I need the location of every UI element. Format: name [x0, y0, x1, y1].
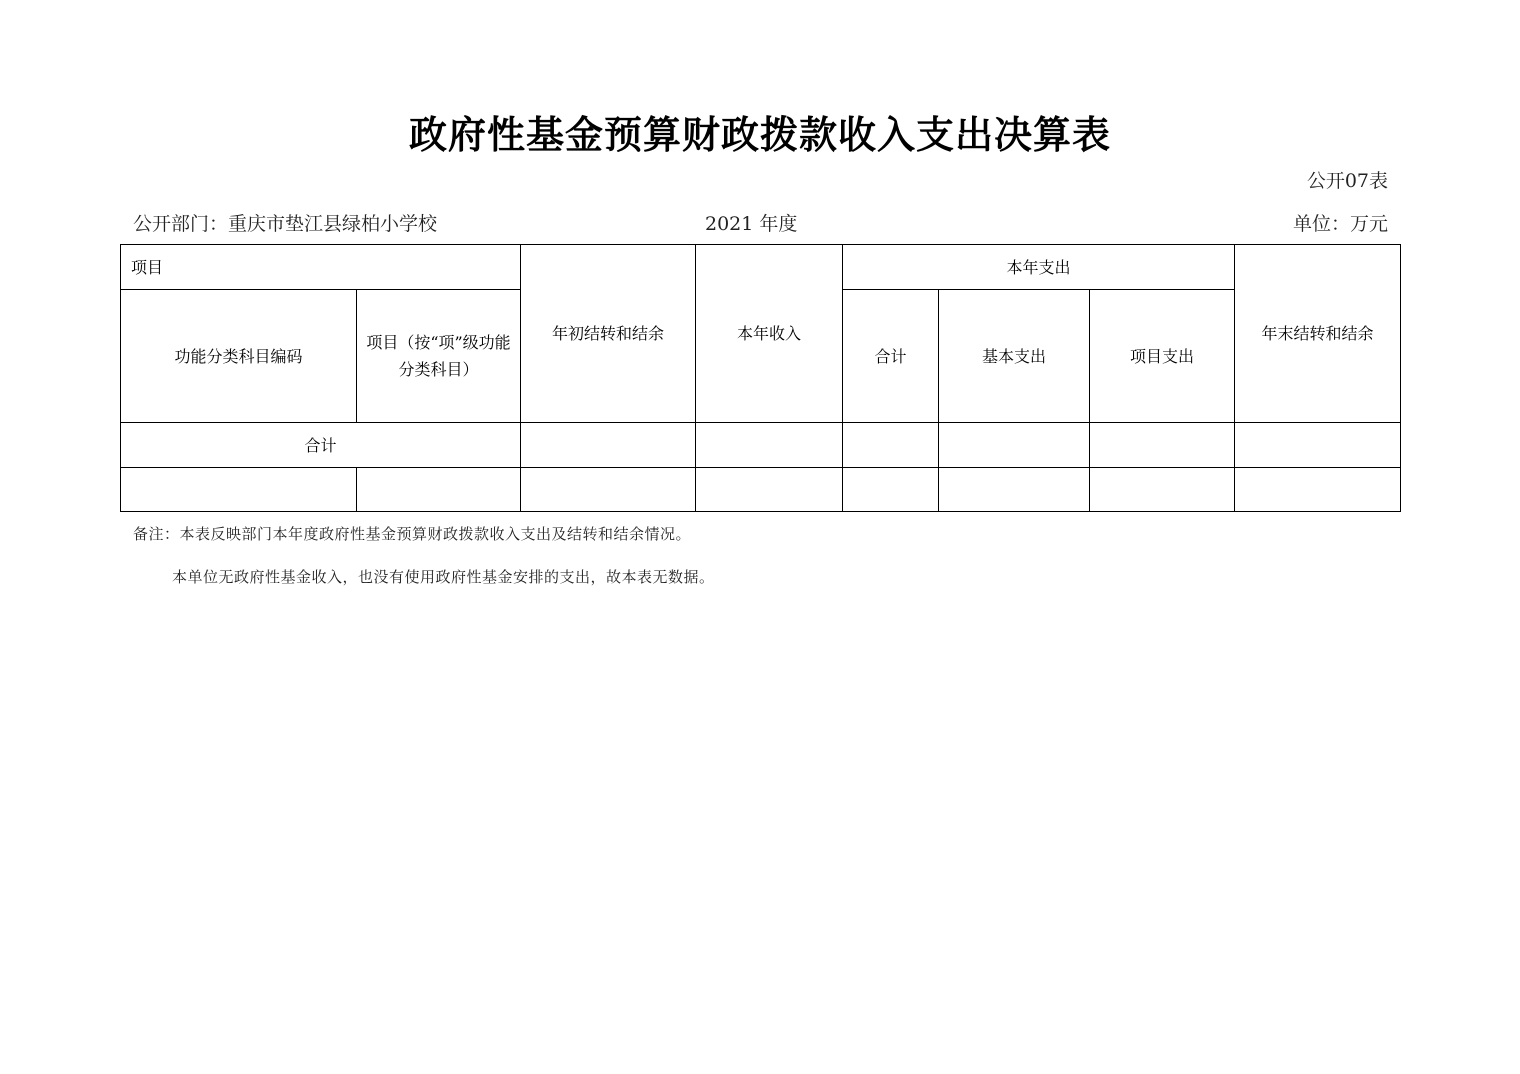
fiscal-year-label: 2021 年度: [705, 213, 798, 235]
total-label: 合计: [121, 423, 521, 468]
cell-expense-project: [1090, 468, 1235, 512]
cell-func-code: [121, 468, 357, 512]
header-func-code: 功能分类科目编码: [121, 290, 357, 423]
form-number: 公开07表: [1306, 170, 1388, 192]
header-item: 项目: [121, 245, 521, 290]
table-header-row-1: [121, 245, 1401, 290]
budget-table: [120, 244, 1401, 512]
header-begin-balance: 年初结转和结余: [521, 245, 696, 423]
cell-begin-balance: [521, 468, 696, 512]
cell-expense-basic: [939, 468, 1090, 512]
header-end-balance: 年末结转和结余: [1235, 245, 1401, 423]
department-label: 公开部门：重庆市垫江县绿柏小学校: [133, 213, 438, 235]
note-line-1: 备注：本表反映部门本年度政府性基金预算财政拨款收入支出及结转和结余情况。: [133, 525, 692, 543]
note-line-2: 本单位无政府性基金收入，也没有使用政府性基金安排的支出，故本表无数据。: [172, 568, 715, 586]
total-income: [696, 423, 843, 468]
unit-label: 单位：万元: [1292, 213, 1388, 235]
cell-expense-total: [843, 468, 939, 512]
header-expense-total: 合计: [843, 290, 939, 423]
header-expense-basic: 基本支出: [939, 290, 1090, 423]
header-expense-project: 项目支出: [1090, 290, 1235, 423]
cell-income: [696, 468, 843, 512]
header-income: 本年收入: [696, 245, 843, 423]
table-row: [121, 468, 1401, 512]
total-expense-project: [1090, 423, 1235, 468]
table-total-row: [121, 423, 1401, 468]
total-expense-basic: [939, 423, 1090, 468]
page-title: 政府性基金预算财政拨款收入支出决算表: [408, 112, 1111, 157]
total-expense-total: [843, 423, 939, 468]
cell-item-name: [357, 468, 521, 512]
header-item-name: 项目（按“项”级功能分类科目）: [357, 290, 521, 423]
header-expense-group: 本年支出: [843, 245, 1235, 290]
total-end-balance: [1235, 423, 1401, 468]
cell-end-balance: [1235, 468, 1401, 512]
total-begin-balance: [521, 423, 696, 468]
